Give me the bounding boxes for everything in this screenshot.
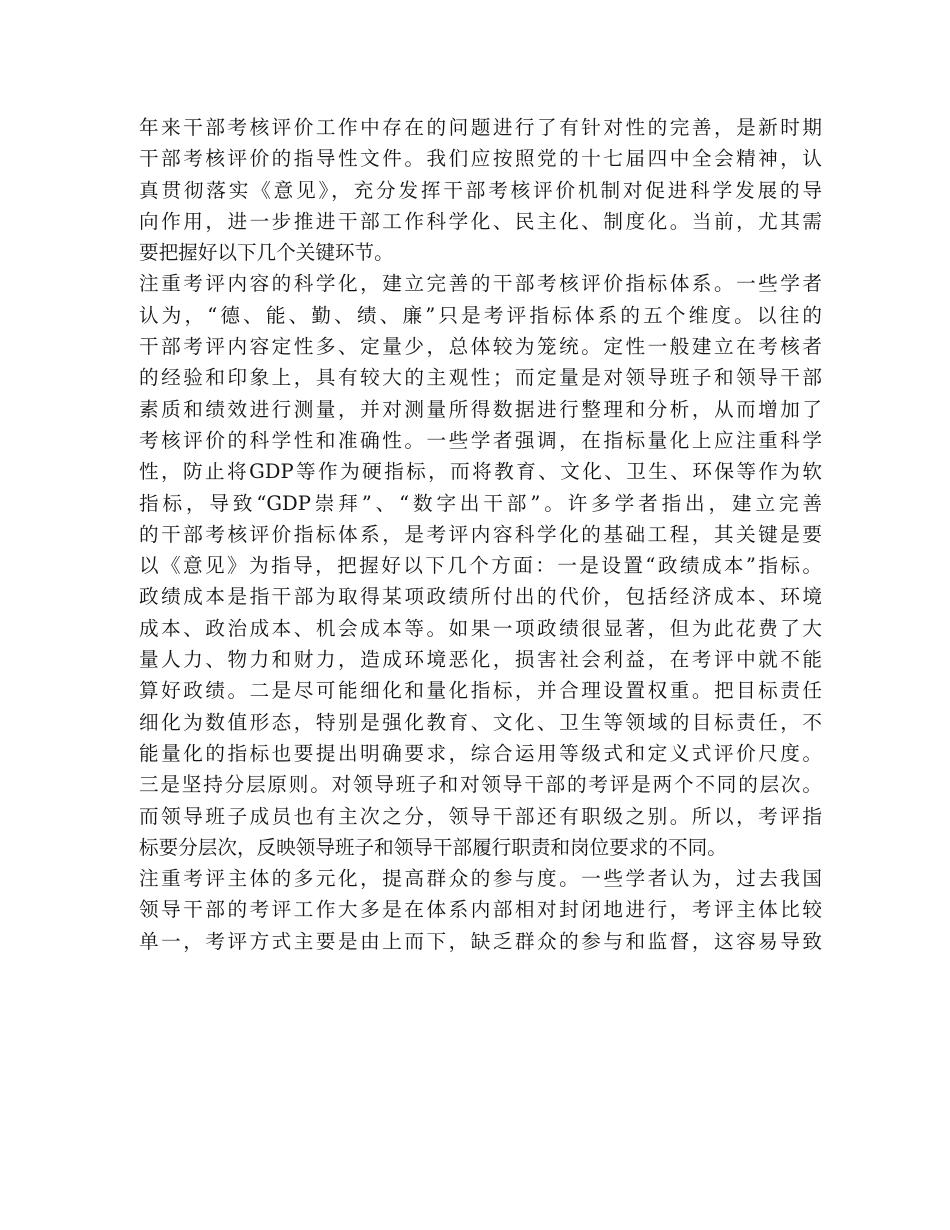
text-line: 要把握好以下几个关键环节。 [139, 241, 394, 265]
text-line: 的经验和印象上，具有较大的主观性；而定量是对领导班子和领导干部 [139, 366, 822, 390]
text-line: 干部考核评价的指导性文件。我们应按照党的十七届四中全会精神，认 [139, 147, 822, 171]
text-line: 向作用，进一步推进干部工作科学化、民主化、制度化。当前，尤其需 [139, 209, 822, 233]
text-line: 量人力、物力和财力，造成环境恶化，损害社会利益，在考评中就不能 [139, 648, 822, 672]
text-line: 三是坚持分层原则。对领导班子和对领导干部的考评是两个不同的层次。 [139, 773, 822, 797]
text-line: 注重考评主体的多元化，提高群众的参与度。一些学者认为，过去我国 [139, 867, 822, 891]
text-line: 性，防止将GDP等作为硬指标，而将教育、文化、卫生、环保等作为软 [139, 460, 822, 484]
text-line: 指标，导致“GDP崇拜”、“数字出干部”。许多学者指出，建立完善 [139, 491, 822, 515]
text-line: 真贯彻落实《意见》，充分发挥干部考核评价机制对促进科学发展的导 [139, 178, 822, 202]
text-line: 标要分层次，反映领导班子和领导干部履行职责和岗位要求的不同。 [139, 835, 727, 859]
text-line: 的干部考核评价指标体系，是考评内容科学化的基础工程，其关键是要 [139, 522, 822, 546]
text-line: 算好政绩。二是尽可能细化和量化指标，并合理设置权重。把目标责任 [139, 679, 822, 703]
text-line: 而领导班子成员也有主次之分，领导干部还有职级之别。所以，考评指 [139, 804, 822, 828]
text-line: 考核评价的科学性和准确性。一些学者强调，在指标量化上应注重科学 [139, 428, 822, 452]
text-line: 认为，“德、能、勤、绩、廉”只是考评指标体系的五个维度。以往的 [139, 303, 822, 327]
text-line: 领导干部的考评工作大多是在体系内部相对封闭地进行，考评主体比较 [139, 898, 822, 922]
text-line: 干部考评内容定性多、定量少，总体较为笼统。定性一般建立在考核者 [139, 335, 822, 359]
text-line: 细化为数值形态，特别是强化教育、文化、卫生等领域的目标责任，不 [139, 710, 822, 734]
text-line: 单一，考评方式主要是由上而下，缺乏群众的参与和监督，这容易导致 [139, 929, 822, 953]
paragraph [139, 863, 822, 957]
text-line: 年来干部考核评价工作中存在的问题进行了有针对性的完善，是新时期 [139, 116, 822, 139]
text-line: 能量化的指标也要提出明确要求，综合运用等级式和定义式评价尺度。 [139, 741, 822, 765]
text-line: 注重考评内容的科学化，建立完善的干部考核评价指标体系。一些学者 [139, 272, 822, 296]
paragraph [139, 112, 822, 268]
text-line: 政绩成本是指干部为取得某项政绩所付出的代价，包括经济成本、环境 [139, 585, 822, 609]
text-line: 以《意见》为指导，把握好以下几个方面：一是设置“政绩成本”指标。 [139, 554, 822, 578]
document-body [139, 112, 822, 957]
text-line: 素质和绩效进行测量，并对测量所得数据进行整理和分析，从而增加了 [139, 397, 822, 421]
paragraph [139, 268, 822, 863]
text-line: 成本、政治成本、机会成本等。如果一项政绩很显著，但为此花费了大 [139, 616, 822, 640]
